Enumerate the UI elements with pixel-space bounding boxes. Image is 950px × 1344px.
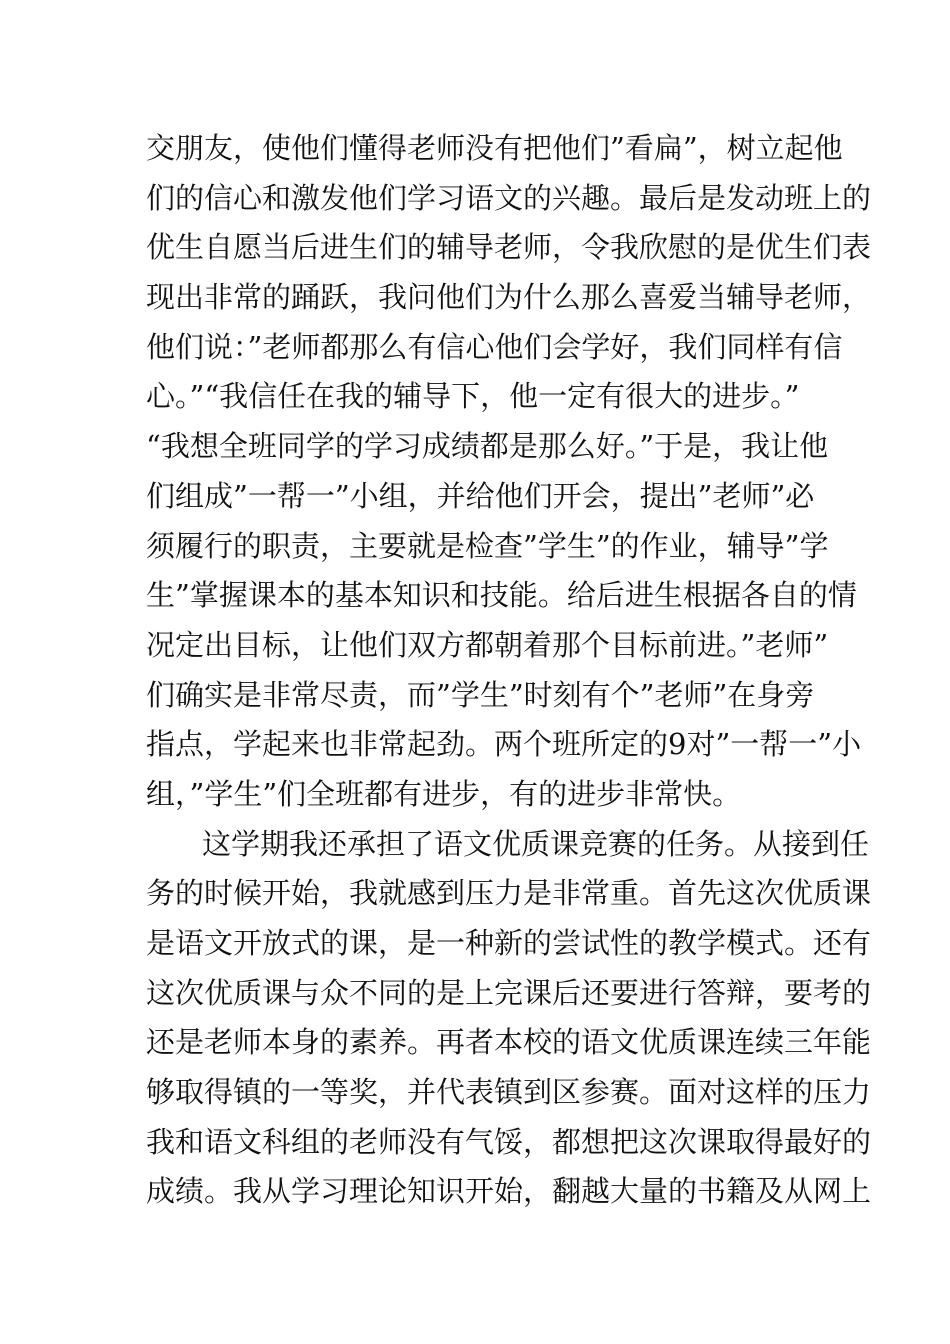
text-line: 组，”学生”们全班都有进步，有的进步非常快。 xyxy=(146,776,742,811)
text-line: 是语文开放式的课，是一种新的尝试性的教学模式。还有 xyxy=(146,926,872,960)
paragraph xyxy=(146,124,872,820)
text-line: 心。”“我信任在我的辅导下，他一定有很大的进步。” xyxy=(146,379,800,414)
text-line: 务的时候开始，我就感到压力是非常重。首先这次优质课 xyxy=(146,876,872,911)
text-line: 还是老师本身的素养。再者本校的语文优质课连续三年能 xyxy=(146,1025,872,1060)
text-line: 生”掌握课本的基本知识和技能。给后进生根据各自的情 xyxy=(146,578,857,613)
body-text xyxy=(146,124,872,1217)
text-line: “我想全班同学的学习成绩都是那么好。”于是，我让他 xyxy=(146,429,829,464)
text-line: 够取得镇的一等奖，并代表镇到区参赛。面对这样的压力 xyxy=(146,1075,872,1110)
text-line: 现出非常的踊跃，我问他们为什么那么喜爱当辅导老师， xyxy=(146,280,872,315)
paragraph xyxy=(146,820,872,1218)
text-line: 这学期我还承担了语文优质课竞赛的任务。从接到任 xyxy=(202,826,870,861)
text-line: 们的信心和激发他们学习语文的兴趣。最后是发动班上的 xyxy=(146,180,872,215)
text-line: 他们说：”老师都那么有信心他们会学好，我们同样有信 xyxy=(146,329,843,364)
text-line: 须履行的职责，主要就是检查”学生”的作业，辅导”学 xyxy=(146,528,829,563)
text-line: 况定出目标，让他们双方都朝着那个目标前进。”老师” xyxy=(146,627,829,662)
text-line: 成绩。我从学习理论知识开始，翻越大量的书籍及从网上 xyxy=(146,1174,872,1209)
text-line: 指点，学起来也非常起劲。两个班所定的9对”一帮一”小 xyxy=(146,727,862,762)
text-line: 们组成”一帮一”小组，并给他们开会，提出”老师”必 xyxy=(146,478,815,513)
text-line: 交朋友，使他们懂得老师没有把他们”看扁”，树立起他 xyxy=(146,131,843,165)
text-line: 们确实是非常尽责，而”学生”时刻有个”老师”在身旁 xyxy=(146,677,815,712)
text-line: 这次优质课与众不同的是上完课后还要进行答辩，要考的 xyxy=(146,975,872,1010)
text-line: 我和语文科组的老师没有气馁，都想把这次课取得最好的 xyxy=(146,1124,872,1159)
text-line: 优生自愿当后进生们的辅导老师，令我欣慰的是优生们表 xyxy=(146,230,872,265)
